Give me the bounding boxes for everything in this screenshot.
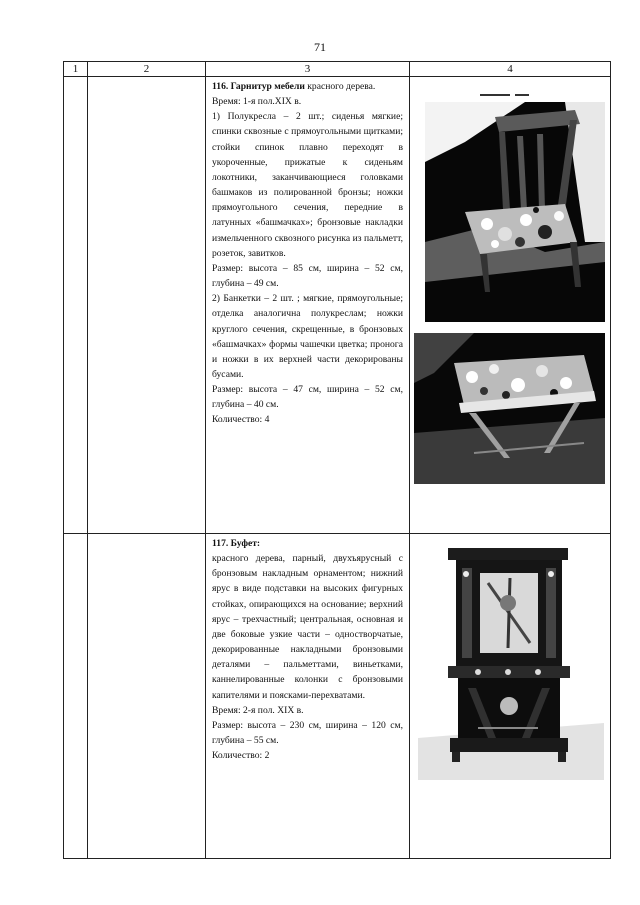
item-117-body: красного дерева, парный, двухъярусный с бронзовым накладным орнаментом; нижний ярус в виде подставки на высоких фигурных стойках, опирающихся на основание; верхний ярус – трехчастный; центральная, основная и две боковые узкие части – одностворчатые, декорированные накладными бронзовыми деталями – пальметтами, виньетками, каннелированные колонки с бронзовыми капителями и поясками-перехватами.	[212, 553, 403, 701]
page-number: 71	[314, 40, 326, 54]
column-header-2: 2	[88, 62, 206, 77]
item-116-armchairs: 1) Полукресла – 2 шт.; сиденья мягкие; спинки сквозные с прямоугольными щитками; стойки спинок плавно переходят в укороченные, прижатые к сиденьям локотники, заканчивающиеся головками башмаков из полированной бронзы; ножки прямоугольного сечения, передние в латунных «башмачках»; бронзовые накладки измельченного сквозного рисунка из пальметт, розеток, завитков.	[212, 111, 403, 259]
item-117-description	[206, 534, 410, 859]
item-116-title: 116. Гарнитур мебели	[212, 81, 305, 92]
item-117-quantity: Количество: 2	[212, 750, 270, 762]
column-header-1: 1	[64, 62, 88, 77]
item-116-title-rest: красного дерева.	[304, 81, 376, 92]
column-header-4: 4	[410, 62, 611, 77]
item-117-size: Размер: высота – 230 см, ширина – 120 см, глубина – 55 см.	[212, 719, 403, 747]
armchair-photo	[425, 92, 605, 322]
cell-number	[64, 534, 88, 859]
item-116-description	[206, 77, 410, 534]
table-header-row	[64, 62, 611, 77]
item-116-quantity: Количество: 4	[212, 414, 270, 426]
item-117-title: 117. Буфет:	[212, 538, 261, 549]
item-116-armchairs-size: Размер: высота – 85 см, ширина – 52 см, глубина – 49 см.	[212, 262, 403, 290]
sideboard-photo	[418, 548, 604, 780]
bench-photo	[414, 333, 605, 484]
cell-inventory	[88, 77, 206, 534]
item-116-period: Время: 1-я пол.XIX в.	[212, 96, 302, 108]
item-116-benches: 2) Банкетки – 2 шт. ; мягкие, прямоугольные; отделка аналогична полукреслам; ножки круглого сечения, скрещенные, в бронзовых «башмачках» формы чашечки цветка; пронога и ножки в их верхней части декорированы бусами.	[212, 293, 403, 380]
item-117-period: Время: 2-я пол. XIX в.	[212, 704, 304, 716]
cell-number	[64, 77, 88, 534]
cell-inventory	[88, 534, 206, 859]
item-116-benches-size: Размер: высота – 47 см, ширина – 52 см, глубина – 40 см.	[212, 384, 403, 411]
column-header-3: 3	[206, 62, 410, 77]
